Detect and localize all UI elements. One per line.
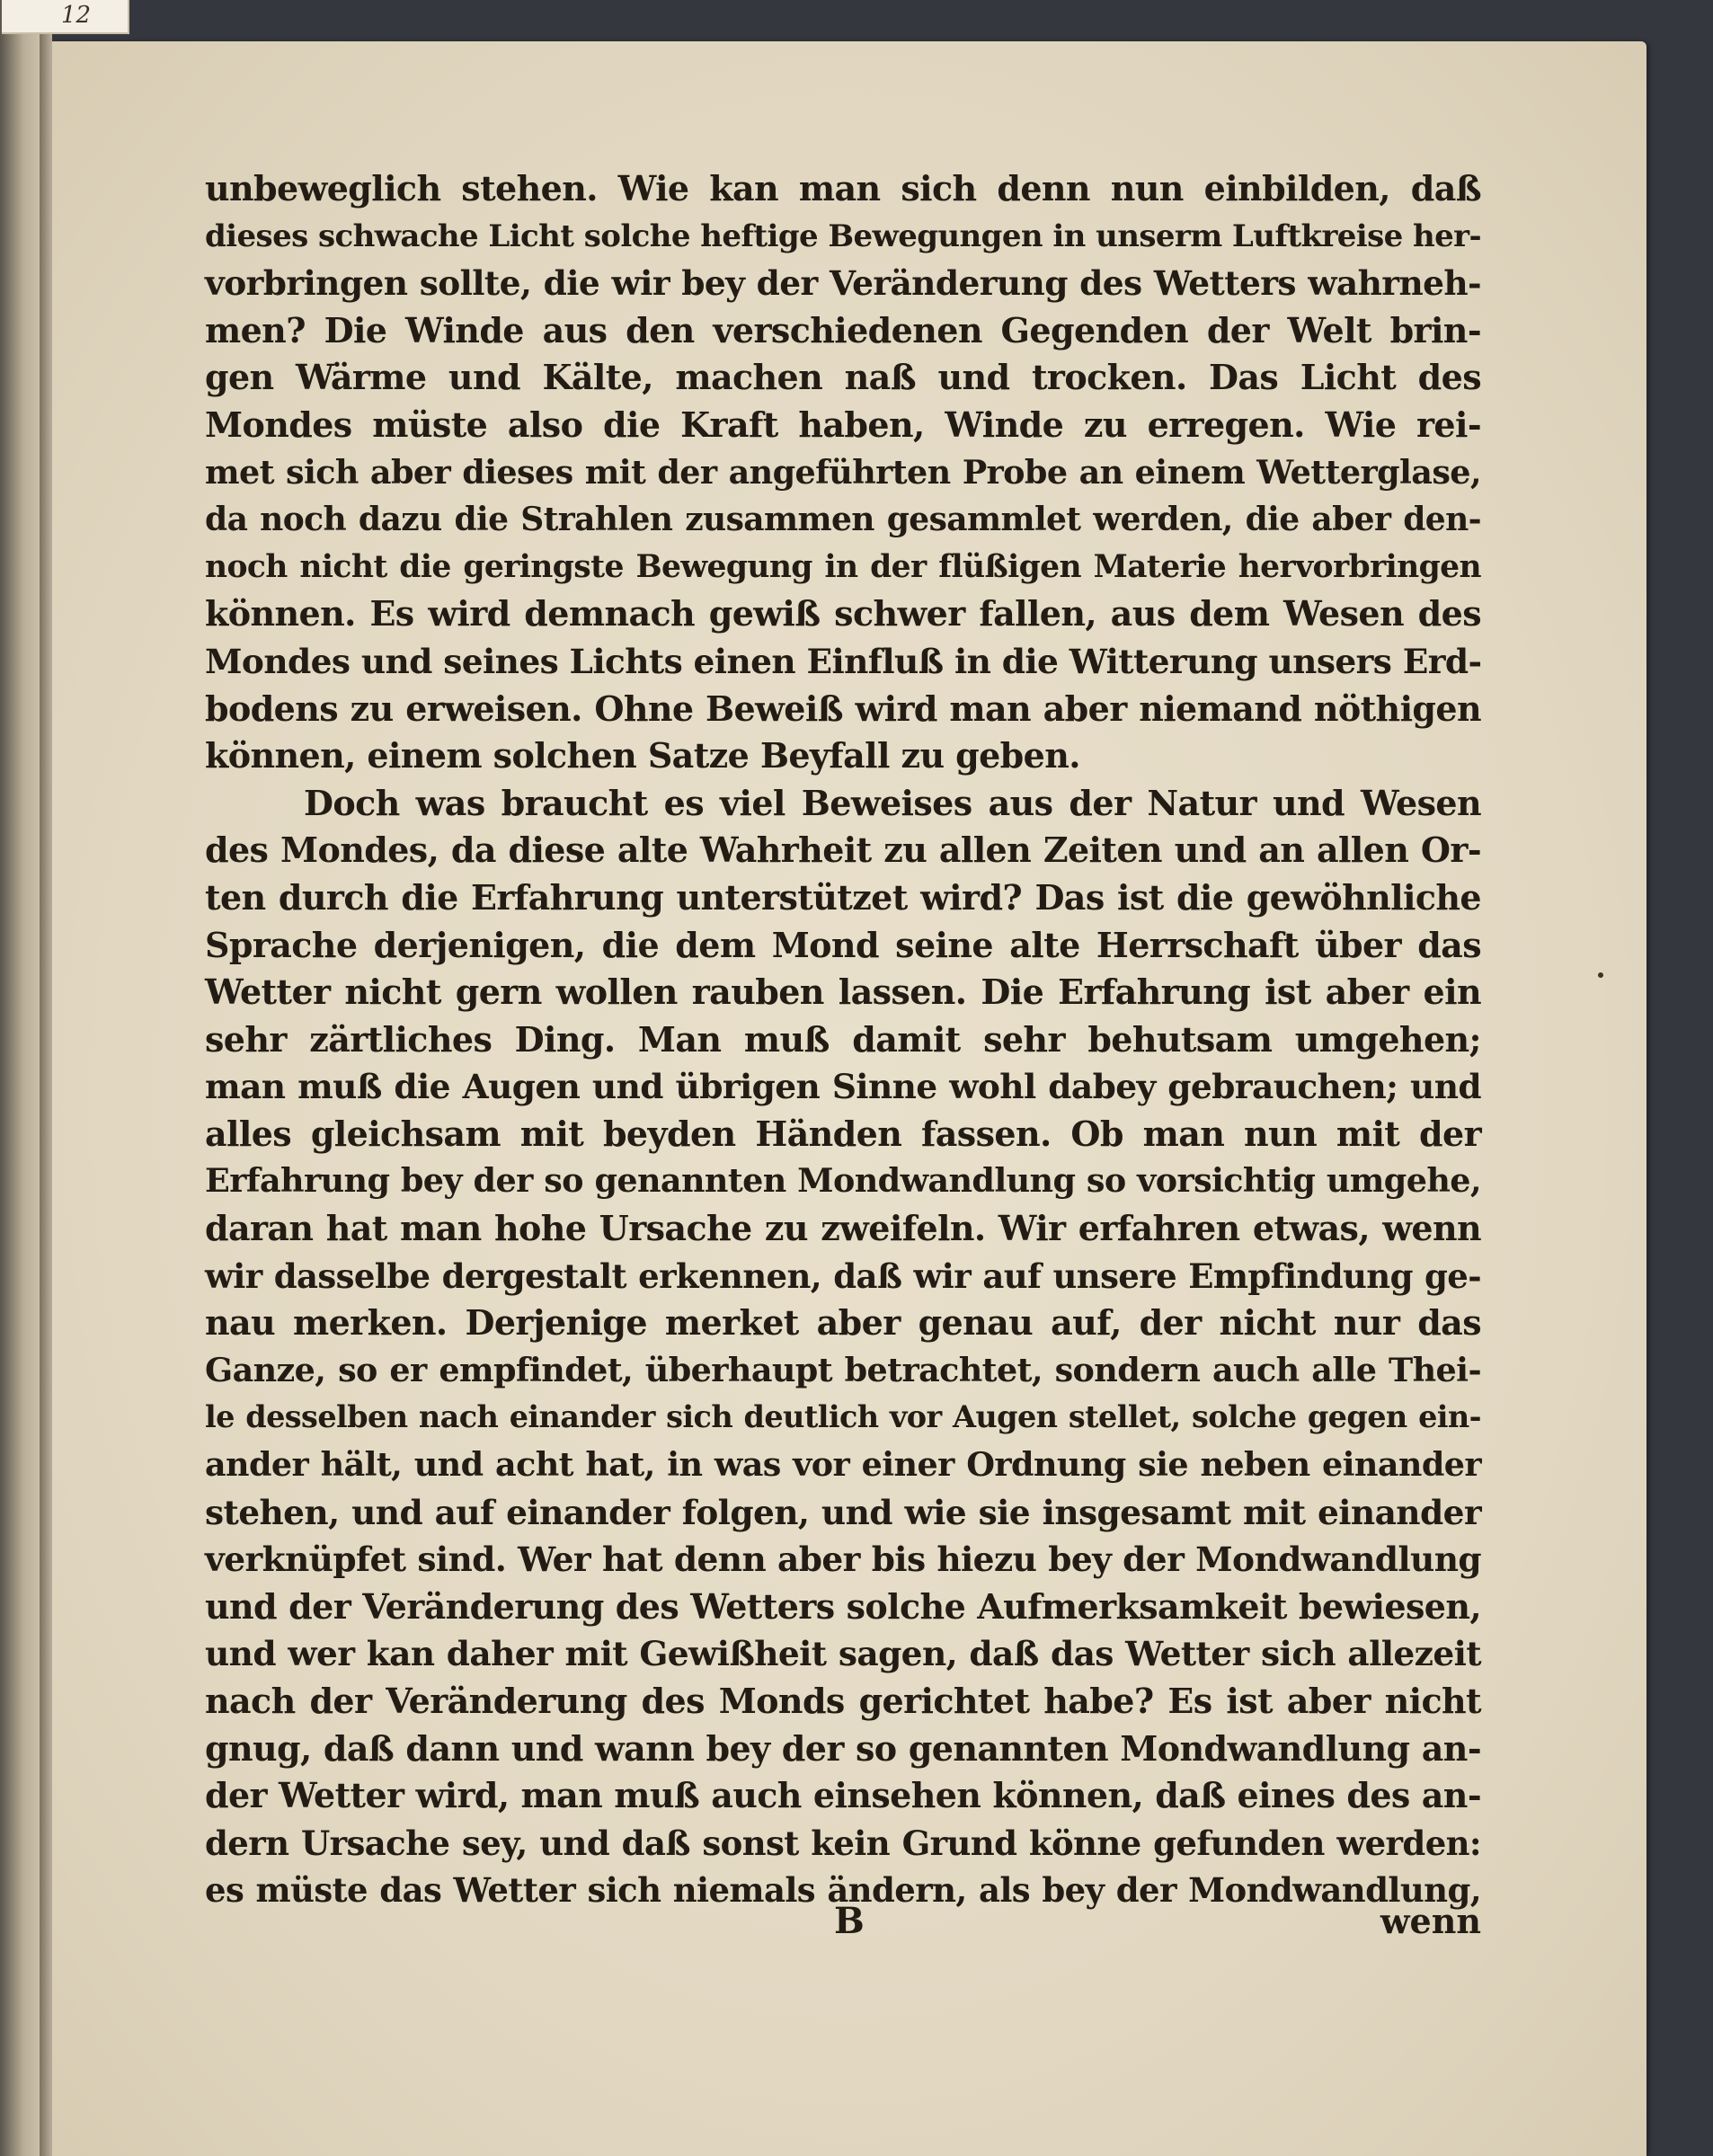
text-line: können. Es wird demnach gewiß schwer fallen, aus dem Wesen des bbox=[205, 593, 1481, 634]
paragraph-start-line: Doch was braucht es viel Beweises aus der Natur und Wesen bbox=[304, 782, 1481, 823]
text-line: da noch dazu die Strahlen zusammen gesammlet werden, die aber den- bbox=[205, 501, 1481, 539]
paragraph-end-line: können, einem solchen Satze Beyfall zu geben. bbox=[205, 735, 1080, 776]
text-line: Ganze, so er empfindet, überhaupt betrachtet, sondern auch alle Thei- bbox=[205, 1350, 1481, 1389]
catchword: wenn bbox=[1380, 1901, 1481, 1941]
text-line: und der Veränderung des Wetters solche Aufmerksamkeit bewiesen, bbox=[205, 1585, 1481, 1627]
text-line: alles gleichsam mit beyden Händen fassen. Ob man nun mit der bbox=[205, 1113, 1481, 1154]
text-line: man muß die Augen und übrigen Sinne wohl dabey gebrauchen; und bbox=[205, 1067, 1481, 1107]
text-line: nau merken. Derjenige merket aber genau auf, der nicht nur das bbox=[205, 1302, 1481, 1344]
text-line: daran hat man hohe Ursache zu zweifeln. Wir erfahren etwas, wenn bbox=[205, 1208, 1481, 1249]
text-line: ander hält, und acht hat, in was vor einer Ordnung sie neben einander bbox=[205, 1445, 1481, 1485]
text-line: Wetter nicht gern wollen rauben lassen. Die Erfahrung ist aber ein bbox=[205, 972, 1481, 1013]
signature-mark: B bbox=[834, 1900, 865, 1942]
text-line: und wer kan daher mit Gewißheit sagen, daß das Wetter sich allezeit bbox=[205, 1634, 1481, 1674]
text-line: ten durch die Erfahrung unterstützet wird? Das ist die gewöhnliche bbox=[205, 876, 1481, 918]
text-line: noch nicht die geringste Bewegung in der flüßigen Materie hervorbringen bbox=[205, 548, 1481, 585]
corner-note-slip bbox=[2, 0, 129, 34]
ink-speck bbox=[1598, 972, 1603, 978]
book-page bbox=[52, 41, 1646, 2156]
text-line: gnug, daß dann und wann bey der so genannten Mondwandlung an- bbox=[205, 1727, 1481, 1769]
text-line: es müste das Wetter sich niemals ändern, als bey der Mondwandlung, bbox=[205, 1870, 1481, 1911]
text-line: Mondes müste also die Kraft haben, Winde zu erregen. Wie rei- bbox=[205, 404, 1481, 445]
text-line: unbeweglich stehen. Wie kan man sich denn nun einbilden, daß bbox=[205, 168, 1481, 209]
text-line: Sprache derjenigen, die dem Mond seine alte Herrschaft über das bbox=[205, 924, 1481, 965]
text-line: sehr zärtliches Ding. Man muß damit sehr behutsam umgehen; bbox=[205, 1018, 1481, 1060]
text-line: le desselben nach einander sich deutlich vor Augen stellet, solche gegen ein- bbox=[205, 1399, 1481, 1435]
text-line: dieses schwache Licht solche heftige Bewegungen in unserm Luftkreise her- bbox=[205, 217, 1481, 254]
text-line: stehen, und auf einander folgen, und wie sie insgesamt mit einander bbox=[205, 1492, 1481, 1532]
page-footer bbox=[205, 1898, 1481, 1945]
body-text bbox=[205, 165, 1481, 1914]
text-line: gen Wärme und Kälte, machen naß und trocken. Das Licht des bbox=[205, 357, 1481, 398]
text-line: verknüpfet sind. Wer hat denn aber bis hiezu bey der Mondwandlung bbox=[205, 1539, 1481, 1580]
text-line: dern Ursache sey, und daß sonst kein Grund könne gefunden werden: bbox=[205, 1823, 1481, 1863]
text-line: nach der Veränderung des Monds gerichtet habe? Es ist aber nicht bbox=[205, 1681, 1481, 1721]
text-line: Erfahrung bey der so genannten Mondwandlung so vorsichtig umgehe, bbox=[205, 1161, 1481, 1201]
text-line: met sich aber dieses mit der angeführten Probe an einem Wetterglase, bbox=[205, 452, 1481, 492]
text-line: bodens zu erweisen. Ohne Beweiß wird man aber niemand nöthigen bbox=[205, 688, 1481, 729]
text-line: vorbringen sollte, die wir bey der Veränderung des Wetters wahrneh- bbox=[205, 263, 1481, 304]
text-line: des Mondes, da diese alte Wahrheit zu allen Zeiten und an allen Or- bbox=[205, 830, 1481, 871]
text-line: men? Die Winde aus den verschiedenen Gegenden der Welt brin- bbox=[205, 309, 1481, 350]
corner-note: 12 bbox=[61, 2, 92, 29]
text-line: der Wetter wird, man muß auch einsehen können, daß eines des an- bbox=[205, 1775, 1481, 1816]
text-line: Mondes und seines Lichts einen Einfluß in die Witterung unsers Erd- bbox=[205, 641, 1482, 681]
text-line: wir dasselbe dergestalt erkennen, daß wir auf unsere Empfindung ge- bbox=[205, 1255, 1481, 1296]
